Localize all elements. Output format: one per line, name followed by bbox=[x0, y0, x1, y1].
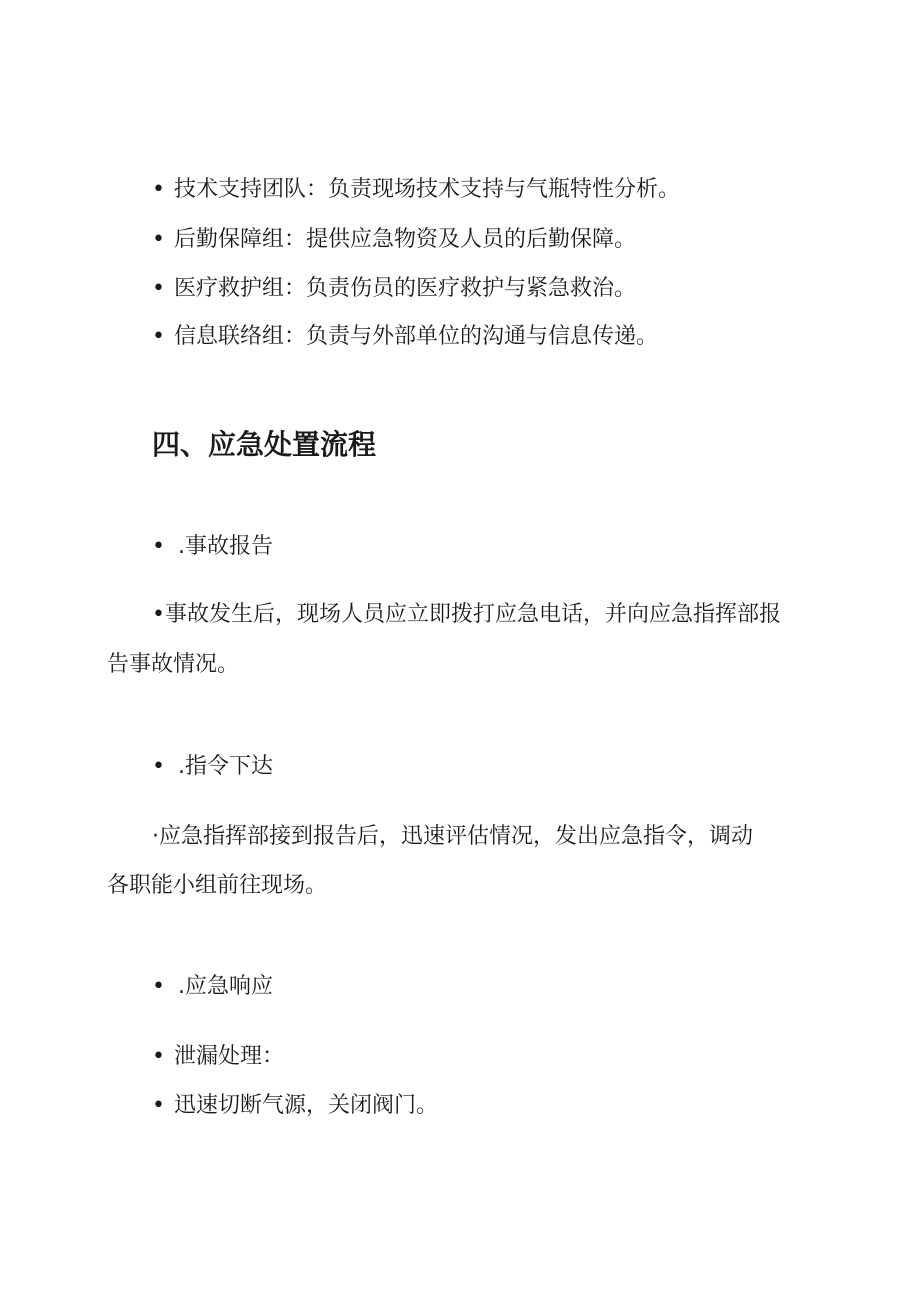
bullet-icon: • bbox=[152, 1044, 165, 1069]
bullet-icon: • bbox=[152, 227, 165, 252]
step2-paragraph-line1: ·应急指挥部接到报告后，迅速评估情况，发出应急指令，调动 bbox=[152, 824, 753, 849]
section-heading: 四、应急处置流程 bbox=[152, 428, 377, 461]
response-item-leak: 泄漏处理： bbox=[174, 1044, 285, 1069]
step1-paragraph-line1: •事故发生后，现场人员应立即拨打应急电话，并向应急指挥部报 bbox=[152, 602, 781, 627]
team-item-tech: 技术支持团队：负责现场技术支持与气瓶特性分析。 bbox=[174, 177, 681, 202]
response-item-cutoff: 迅速切断气源，关闭阀门。 bbox=[174, 1093, 439, 1118]
bullet-icon: • bbox=[152, 177, 165, 202]
step1-paragraph-line2: 告事故情况。 bbox=[107, 652, 240, 677]
step2-title: .指令下达 bbox=[178, 754, 273, 779]
step1-title: .事故报告 bbox=[178, 534, 273, 559]
team-item-logistics: 后勤保障组：提供应急物资及人员的后勤保障。 bbox=[174, 227, 637, 252]
bullet-icon: • bbox=[152, 534, 165, 559]
step2-paragraph-line2: 各职能小组前往现场。 bbox=[107, 873, 328, 898]
bullet-icon: • bbox=[152, 276, 165, 301]
bullet-icon: • bbox=[152, 324, 165, 349]
step3-title: .应急响应 bbox=[178, 974, 273, 999]
bullet-icon: • bbox=[152, 1093, 165, 1118]
bullet-icon: • bbox=[152, 974, 165, 999]
bullet-icon: • bbox=[152, 754, 165, 779]
team-item-liaison: 信息联络组：负责与外部单位的沟通与信息传递。 bbox=[174, 324, 659, 349]
team-item-medical: 医疗救护组：负责伤员的医疗救护与紧急救治。 bbox=[174, 276, 637, 301]
